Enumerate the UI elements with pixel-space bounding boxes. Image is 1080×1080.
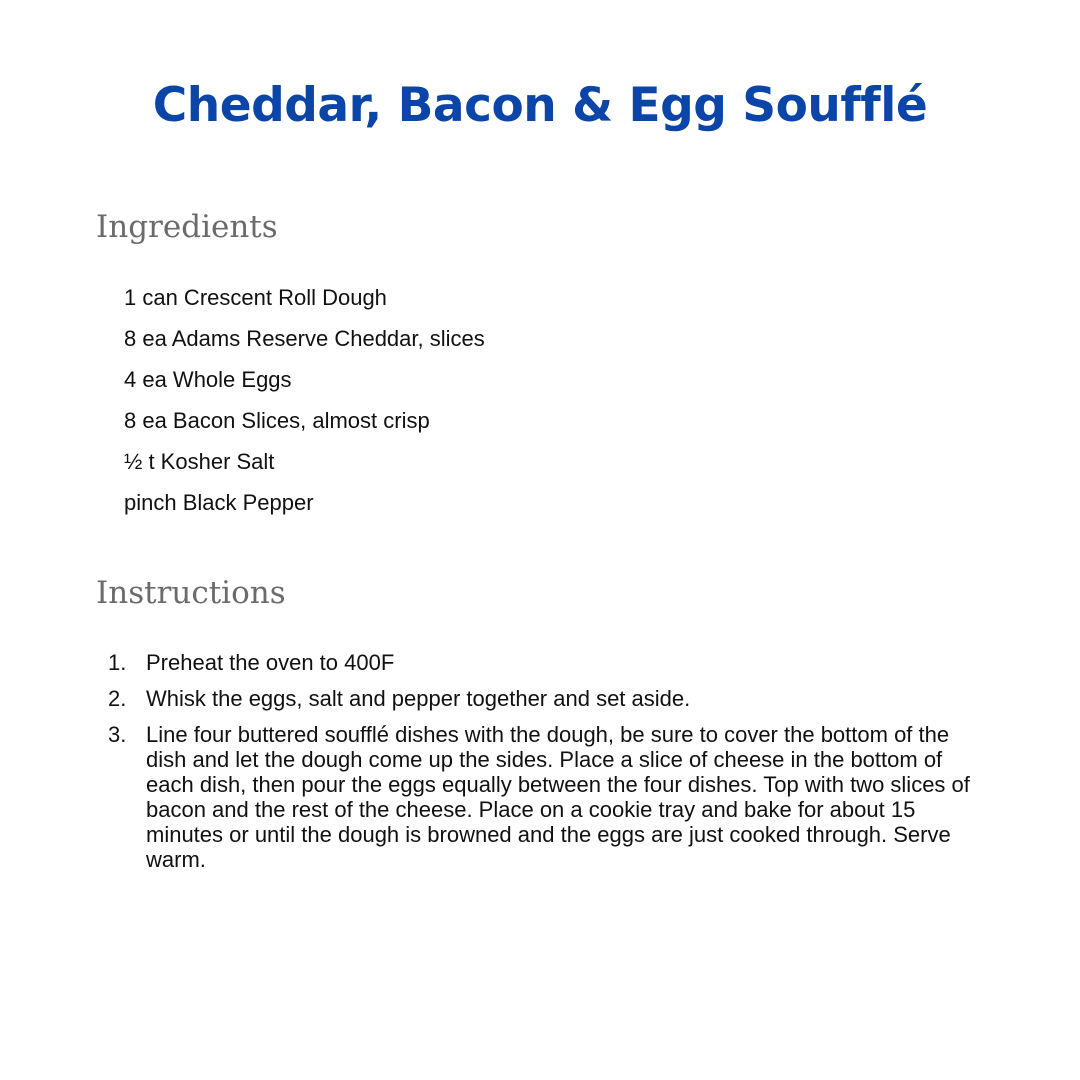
- step-text: Whisk the eggs, salt and pepper together and set aside.: [146, 686, 691, 711]
- step-number: 1.: [108, 650, 127, 675]
- ingredient-item: pinch Black Pepper: [124, 490, 314, 515]
- instruction-list: [108, 650, 988, 883]
- step-text: Preheat the oven to 400F: [146, 650, 395, 675]
- step-number: 2.: [108, 686, 127, 711]
- instruction-step: [108, 722, 988, 872]
- ingredient-item: 4 ea Whole Eggs: [124, 367, 292, 392]
- ingredient-list: [124, 283, 485, 529]
- instruction-step: [108, 686, 988, 711]
- ingredients-heading: Ingredients: [96, 209, 278, 245]
- ingredient-item: ½ t Kosher Salt: [124, 449, 275, 474]
- step-number: 3.: [108, 722, 127, 747]
- ingredient-item: 8 ea Adams Reserve Cheddar, slices: [124, 326, 485, 351]
- ingredient-item: 1 can Crescent Roll Dough: [124, 285, 387, 310]
- recipe-title: Cheddar, Bacon & Egg Soufflé: [152, 78, 928, 133]
- instruction-step: [108, 650, 988, 675]
- ingredient-item: 8 ea Bacon Slices, almost crisp: [124, 408, 430, 433]
- step-text: Line four buttered soufflé dishes with the dough, be sure to cover the bottom of the dish and let the dough come up the sides. Place a slice of cheese in the bottom of each dish, then pour the eggs equally between the four dishes. Top with two slices of bacon and the rest of the cheese. Place on a cookie tray and bake for about 15 minutes or until the dough is browned and the eggs are just cooked through. Serve warm.: [146, 722, 970, 872]
- instructions-heading: Instructions: [96, 575, 286, 611]
